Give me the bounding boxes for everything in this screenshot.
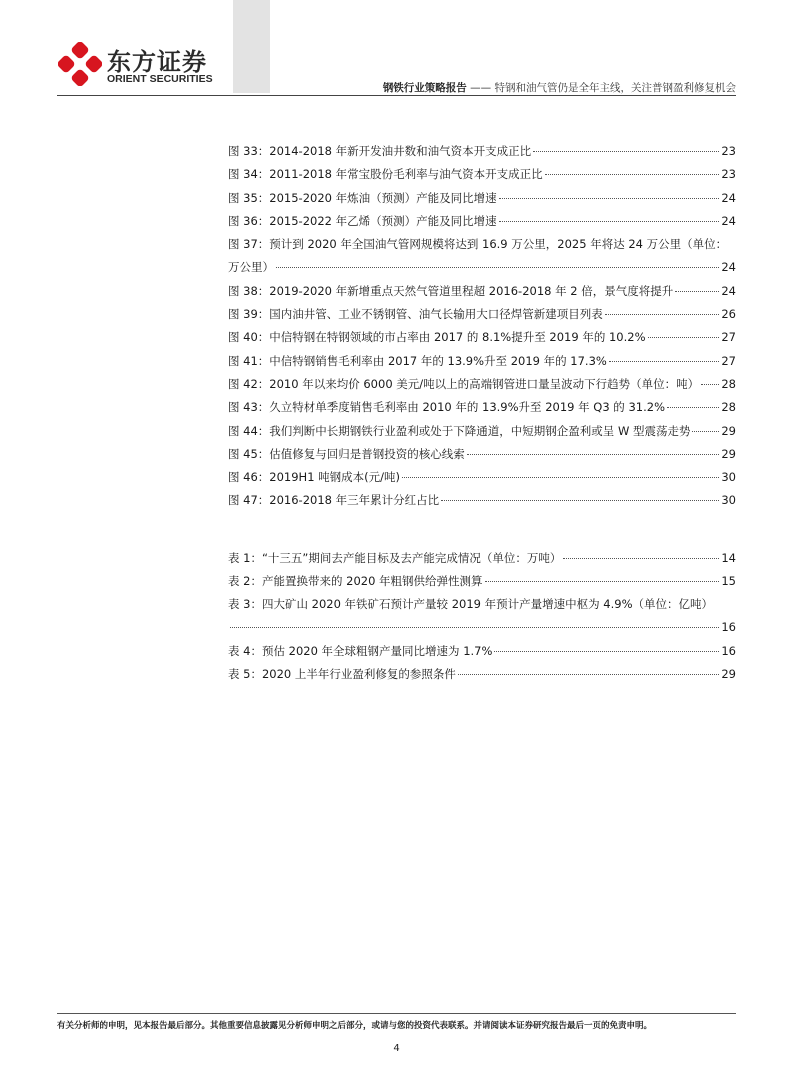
toc-entry-fig-36[interactable]: 图 36：2015-2022 年乙烯（预测）产能及同比增速 24	[228, 213, 736, 228]
toc-entry-fig-35[interactable]: 图 35：2015-2020 年炼油（预测）产能及同比增速 24	[228, 190, 736, 205]
toc-entry-fig-47[interactable]: 图 47：2016-2018 年三年累计分红占比 30	[228, 493, 736, 508]
report-subtitle: 特钢和油气管仍是全年主线，关注普钢盈利修复机会	[494, 82, 736, 94]
toc-entry-table-3[interactable]: 表 3：四大矿山 2020 年铁矿石预计产量较 2019 年预计产量增速中枢为 4.9%（单位：亿吨） 16	[228, 597, 736, 634]
orient-logo-icon	[58, 42, 102, 86]
toc-entry-fig-41[interactable]: 图 41：中信特钢销售毛利率由 2017 年的 13.9%升至 2019 年的 17.3% 27	[228, 353, 736, 368]
toc-entry-table-5[interactable]: 表 5：2020 上半年行业盈利修复的参照条件 29	[228, 667, 736, 682]
report-type: 钢铁行业策略报告	[382, 82, 467, 94]
footer-disclaimer: 有关分析师的申明，见本报告最后部分。其他重要信息披露见分析师申明之后部分，或请与您的投资代表联系。并请阅读本证券研究报告最后一页的免责申明。	[57, 1021, 653, 1031]
toc-entry-fig-34[interactable]: 图 34：2011-2018 年常宝股份毛利率与油气资本开支成正比 23	[228, 167, 736, 182]
logo-chinese-name: 东方证券	[107, 48, 207, 76]
toc-entry-fig-33[interactable]: 图 33：2014-2018 年新开发油井数和油气资本开支成正比 23	[228, 144, 736, 158]
header-gray-bar	[233, 0, 270, 93]
toc-section-gap	[228, 516, 736, 550]
title-separator: ——	[466, 82, 495, 94]
page-number: 4	[393, 1043, 400, 1054]
toc-entry-fig-42[interactable]: 图 42：2010 年以来均价 6000 美元/吨以上的高端钢管进口量呈波动下行趋势（单位：吨） 28	[228, 376, 736, 391]
toc-entry-fig-44[interactable]: 图 44：我们判断中长期钢铁行业盈利或处于下降通道，中短期钢企盈利或呈 W 型震荡走势 29	[228, 423, 736, 438]
toc-entry-fig-46[interactable]: 图 46：2019H1 吨钢成本(元/吨) 30	[228, 470, 736, 485]
toc-entry-fig-37[interactable]: 图 37：预计到 2020 年全国油气管网规模将达到 16.9 万公里，2025 年将达 24 万公里（单位： 万公里） 24	[228, 237, 736, 275]
footer-divider	[57, 1013, 736, 1014]
table-of-contents	[228, 143, 736, 690]
toc-entry-fig-45[interactable]: 图 45：估值修复与回归是普钢投资的核心线索 29	[228, 446, 736, 461]
toc-entry-fig-40[interactable]: 图 40：中信特钢在特钢领域的市占率由 2017 的 8.1%提升至 2019 年的 10.2% 27	[228, 330, 736, 345]
toc-entry-fig-38[interactable]: 图 38：2019-2020 年新增重点天然气管道里程超 2016-2018 年 2 倍，景气度将提升 24	[228, 283, 736, 298]
report-title	[383, 80, 736, 95]
company-logo	[58, 42, 228, 88]
toc-entry-fig-43[interactable]: 图 43：久立特材单季度销售毛利率由 2010 年的 13.9%升至 2019 年 Q3 的 31.2% 28	[228, 400, 736, 415]
toc-entry-table-2[interactable]: 表 2：产能置换带来的 2020 年粗钢供给弹性测算 15	[228, 574, 736, 589]
toc-entry-fig-39[interactable]: 图 39：国内油井管、工业不锈钢管、油气长输用大口径焊管新建项目列表 26	[228, 307, 736, 322]
toc-entry-table-4[interactable]: 表 4：预估 2020 年全球粗钢产量同比增速为 1.7% 16	[228, 643, 736, 658]
logo-english-name: ORIENT SECURITIES	[107, 73, 213, 85]
header-divider	[57, 95, 736, 96]
toc-entry-table-1[interactable]: 表 1：“十三五”期间去产能目标及去产能完成情况（单位：万吨） 14	[228, 550, 736, 565]
